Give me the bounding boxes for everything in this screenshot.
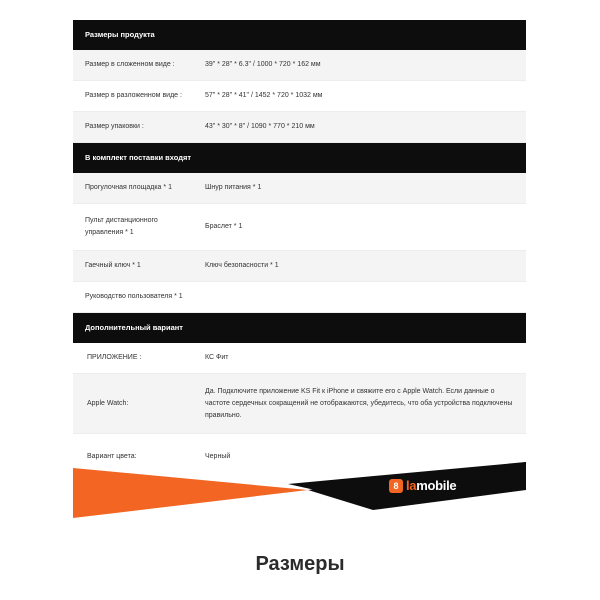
logo-mark-icon: 8 [389,479,403,493]
spec-label: Пульт дистанционного управления * 1 [85,217,158,236]
spec-row [73,173,526,204]
spec-value: КС Фит [205,354,229,361]
brand-name-part2: mobile [416,478,457,493]
spec-label: Прогулочная площадка * 1 [85,184,172,191]
spec-value: Браслет * 1 [205,223,243,230]
brand-name-part1: la [406,478,417,493]
spec-value: Шнур питания * 1 [205,184,262,191]
spec-row [73,204,526,251]
spec-label: Гаечный ключ * 1 [85,262,141,269]
brand-name [406,478,456,493]
spec-value: Черный [205,453,231,460]
spec-card [73,20,526,480]
spec-label: Размер в разложенном виде : [85,92,182,99]
brand-banner [73,462,526,518]
spec-label: ПРИЛОЖЕНИЕ : [87,354,142,361]
spec-label: Apple Watch: [87,399,129,407]
banner-orange-shape [73,468,308,518]
spec-row [73,112,526,143]
spec-row [73,251,526,282]
page-title: Размеры [255,553,345,575]
spec-value: Ключ безопасности * 1 [205,262,279,269]
section-header-package: В комплект поставки входят [73,143,526,173]
spec-value: Да. Подключите приложение KS Fit к iPhone и свяжите его с Apple Watch. Если данные о частоте сердечных сокращений не отображаются, убедитесь, что оба устройства подключены правильно. [205,387,513,419]
section-header-dimensions: Размеры продукта [73,20,526,50]
spec-label: Размер упаковки : [85,123,144,130]
brand-logo [389,478,456,493]
spec-row [73,50,526,81]
spec-row [73,81,526,112]
spec-label: Размер в сложенном виде : [85,61,175,68]
spec-row [73,282,526,313]
section-header-options: Дополнительный вариант [73,313,526,343]
spec-row [73,343,526,374]
spec-value: 43" * 30" * 8" / 1090 * 770 * 210 мм [205,123,315,130]
spec-label: Вариант цвета: [87,453,137,460]
spec-value: 57" * 28" * 41" / 1452 * 720 * 1032 мм [205,92,323,99]
spec-label: Руководство пользователя * 1 [85,293,183,300]
banner-graphic [73,462,526,518]
spec-value: 39" * 28" * 6.3" / 1000 * 720 * 162 мм [205,61,321,68]
spec-row [73,374,526,434]
